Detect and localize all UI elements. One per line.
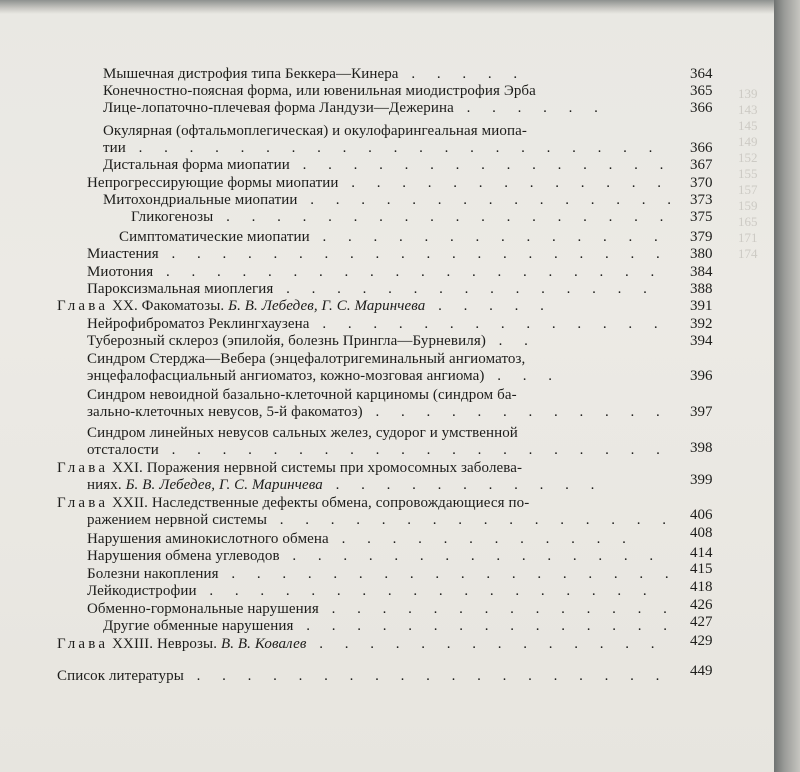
toc-chapter: Глава XXI. Поражения нервной системы при хромосомных заболева- [57, 460, 523, 476]
toc-page-number: 391 [690, 298, 713, 314]
toc-chapter-continuation: ражением нервной системы . . . . . . . . . . . . . . . . [87, 512, 676, 528]
toc-entry: Другие обменные нарушения . . . . . . . . . . . . . . . [103, 618, 676, 634]
toc-page-number: 408 [690, 525, 713, 541]
toc-entry: Синдром линейных невусов сальных желез, судорог и умственной [87, 425, 518, 441]
toc-page-number: 388 [690, 281, 713, 297]
toc-entry-continuation: отсталости . . . . . . . . . . . . . . . . . . . . [87, 442, 669, 458]
toc-entry: Гликогенозы . . . . . . . . . . . . . . . . . . [131, 209, 673, 225]
toc-entry: Конечностно-поясная форма, или ювенильная миодистрофия Эрба [103, 83, 536, 99]
toc-page-number: 392 [690, 316, 713, 332]
toc-page-number: 373 [690, 192, 713, 208]
toc-entry: Синдром невоидной базально-клеточной карциномы (синдром ба- [87, 387, 517, 403]
toc-page-number: 379 [690, 229, 713, 245]
toc-entry: Симптоматические миопатии . . . . . . . . . . . . . . [119, 229, 667, 245]
toc-chapter-continuation: ниях. Б. В. Лебедев, Г. С. Маринчева . . . . . . . . . . . [87, 477, 604, 493]
toc-page-number: 366 [690, 140, 713, 156]
toc-page-number: 367 [690, 157, 713, 173]
toc-page-number: 375 [690, 209, 713, 225]
toc-page-number: 414 [690, 545, 713, 561]
toc-entry-continuation: зально-клеточных невусов, 5-й факоматоз) . . . . . . . . . . . . [87, 404, 669, 420]
toc-page-number: 396 [690, 368, 713, 384]
toc-chapter: Глава XXIII. Неврозы. В. В. Ковалев . . . . . . . . . . . . . . [57, 636, 664, 652]
toc-entry: Пароксизмальная миоплегия . . . . . . . . . . . . . . . [87, 281, 656, 297]
toc-chapter: Глава XX. Факоматозы. Б. В. Лебедев, Г. С. Маринчева . . . . . [57, 298, 553, 314]
toc-entry: Митохондриальные миопатии . . . . . . . . . . . . . . . [103, 192, 681, 208]
toc-chapter: Глава XXII. Наследственные дефекты обмена, сопровождающиеся по- [57, 495, 530, 511]
toc-page-number: 394 [690, 333, 713, 349]
toc-page-number: 449 [690, 663, 713, 679]
toc-page-number: 426 [690, 597, 713, 613]
toc-page-number: 399 [690, 472, 713, 488]
toc-entry: Лейкодистрофии . . . . . . . . . . . . . . . . . . [87, 583, 656, 599]
toc-entry: Обменно-гормональные нарушения . . . . . . . . . . . . . . [87, 601, 676, 617]
toc-page-number: 406 [690, 507, 713, 523]
toc-entry: Окулярная (офтальмоплегическая) и окулофарингеальная миопа- [103, 123, 527, 139]
page-top-shadow [0, 0, 800, 14]
toc-entry-continuation: энцефалофасциальный ангиоматоз, кожно-мозговая ангиома) . . . [87, 368, 561, 384]
toc-entry: Синдром Стерджа—Вебера (энцефалотригеминальный ангиоматоз, [87, 351, 526, 367]
book-edge [774, 0, 800, 772]
toc-page-number: 418 [690, 579, 713, 595]
toc-entry: Болезни накопления . . . . . . . . . . . . . . . . . . [87, 566, 678, 582]
toc-entry: Нарушения обмена углеводов . . . . . . . . . . . . . . . [87, 548, 663, 564]
toc-page-number: 370 [690, 175, 713, 191]
toc-entry: Список литературы . . . . . . . . . . . . . . . . . . . [57, 668, 669, 684]
toc-entry: Мышечная дистрофия типа Беккера—Кинера . . . . . [103, 66, 527, 82]
toc-page-number: 429 [690, 633, 713, 649]
toc-page-number: 415 [690, 561, 713, 577]
toc-entry: Дистальная форма миопатии . . . . . . . . . . . . . . . [103, 157, 673, 173]
toc-entry: Нейрофиброматоз Реклингхаузена . . . . . . . . . . . . . . [87, 316, 667, 332]
toc-page-number: 364 [690, 66, 713, 82]
toc-page-number: 380 [690, 246, 713, 262]
toc-entry: Миастения . . . . . . . . . . . . . . . . . . . . [87, 246, 669, 262]
toc-page-number: 365 [690, 83, 713, 99]
toc-page-number: 397 [690, 404, 713, 420]
bleed-through-numbers: 139 143 145 149 152 155 157 159 165 171 174 [738, 86, 758, 261]
toc-page-number: 398 [690, 440, 713, 456]
toc-page-number: 366 [690, 100, 713, 116]
toc-entry: Лице-лопаточно-плечевая форма Ландузи—Дежерина . . . . . . [103, 100, 607, 116]
toc-entry: Миотония . . . . . . . . . . . . . . . . . . . . [87, 264, 664, 280]
toc-page-number: 427 [690, 614, 713, 630]
toc-page-number: 384 [690, 264, 713, 280]
toc-entry: Туберозный склероз (эпилойя, болезнь Прингла—Бурневиля) . . [87, 333, 537, 349]
toc-entry-continuation: тии . . . . . . . . . . . . . . . . . . . . . [103, 140, 662, 156]
toc-entry: Нарушения аминокислотного обмена . . . . . . . . . . . . [87, 531, 635, 547]
toc-entry: Непрогрессирующие формы миопатии . . . . . . . . . . . . . [87, 175, 670, 191]
